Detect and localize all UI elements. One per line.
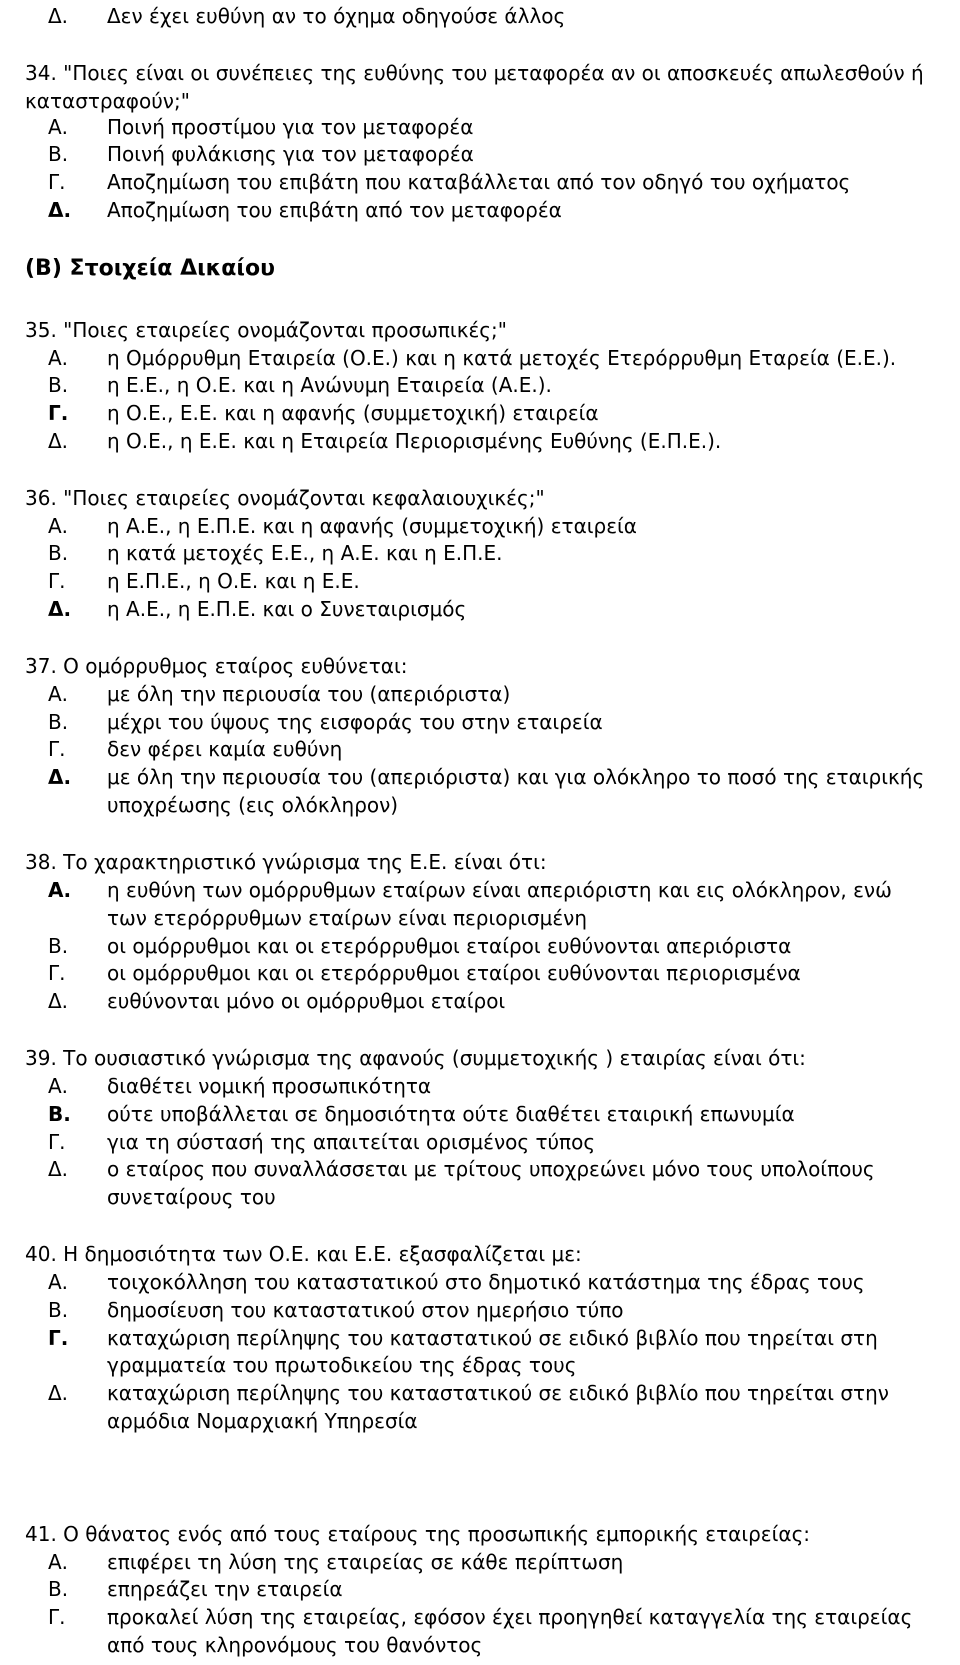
option-label: Γ.: [48, 1605, 66, 1629]
option-text: Ποινή φυλάκισης για τον μεταφορέα: [107, 142, 474, 166]
option-text-continued: αρμόδια Νομαρχιακή Υπηρεσία: [107, 1409, 418, 1433]
option-label: Α.: [48, 346, 69, 370]
question-text: 38. Το χαρακτηριστικό γνώρισμα της Ε.Ε. είναι ότι:: [25, 850, 547, 874]
option-label: Δ.: [48, 765, 72, 789]
option-label: Β.: [48, 142, 69, 166]
option-label: Β.: [48, 1298, 69, 1322]
option-label: Δ.: [48, 597, 72, 621]
option-text: ο εταίρος που συναλλάσσεται με τρίτους υποχρεώνει μόνο τους υπολοίπους: [107, 1157, 875, 1181]
option-text: η κατά μετοχές Ε.Ε., η Α.Ε. και η Ε.Π.Ε.: [107, 541, 503, 565]
option-text: οι ομόρρυθμοι και οι ετερόρρυθμοι εταίροι ευθύνονται περιορισμένα: [107, 961, 801, 985]
option-label: Γ.: [48, 1326, 69, 1350]
option-label: Β.: [48, 541, 69, 565]
option-text: με όλη την περιουσία του (απεριόριστα) και για ολόκληρο το ποσό της εταιρικής: [107, 765, 925, 789]
option-text: Αποζημίωση του επιβάτη που καταβάλλεται από τον οδηγό του οχήματος: [107, 170, 851, 194]
option-text: Ποινή προστίμου για τον μεταφορέα: [107, 115, 474, 139]
option-label: Α.: [48, 1074, 69, 1098]
option-label: Γ.: [48, 737, 66, 761]
option-label: Β.: [48, 373, 69, 397]
question-text-continued: καταστραφούν;": [25, 89, 190, 113]
option-text: για τη σύστασή της απαιτείται ορισμένος τύπος: [107, 1130, 596, 1154]
option-text: η Α.Ε., η Ε.Π.Ε. και η αφανής (συμμετοχική) εταιρεία: [107, 514, 637, 538]
option-label: Α.: [48, 514, 69, 538]
option-text: επιφέρει τη λύση της εταιρείας σε κάθε περίπτωση: [107, 1550, 624, 1574]
option-label: Α.: [48, 1270, 69, 1294]
question-text: 41. Ο θάνατος ενός από τους εταίρους της προσωπικής εμπορικής εταιρείας:: [25, 1522, 811, 1546]
option-label: Γ.: [48, 401, 69, 425]
option-label: Α.: [48, 878, 72, 902]
option-label: Γ.: [48, 569, 66, 593]
option-text: ούτε υποβάλλεται σε δημοσιότητα ούτε διαθέτει εταιρική επωνυμία: [107, 1102, 795, 1126]
option-text: δεν φέρει καμία ευθύνη: [107, 737, 343, 761]
option-text: η Ο.Ε., Ε.Ε. και η αφανής (συμμετοχική) εταιρεία: [107, 401, 599, 425]
option-label: Δ.: [48, 4, 69, 28]
option-label: Δ.: [48, 198, 72, 222]
option-text-continued: από τους κληρονόμους του θανόντος: [107, 1633, 483, 1657]
option-text: μέχρι του ύψους της εισφοράς του στην εταιρεία: [107, 710, 603, 734]
question-text: 36. "Ποιες εταιρείες ονομάζονται κεφαλαιουχικές;": [25, 486, 545, 510]
option-text: η ευθύνη των ομόρρυθμων εταίρων είναι απεριόριστη και εις ολόκληρον, ενώ: [107, 878, 892, 902]
option-text: η Ομόρρυθμη Εταιρεία (Ο.Ε.) και η κατά μετοχές Ετερόρρυθμη Εταρεία (Ε.Ε.).: [107, 346, 897, 370]
option-text-continued: των ετερόρρυθμων εταίρων είναι περιορισμένη: [107, 906, 588, 930]
section-heading: (Β) Στοιχεία Δικαίου: [25, 256, 275, 281]
option-label: Α.: [48, 1550, 69, 1574]
option-label: Β.: [48, 710, 69, 734]
option-text: Δεν έχει ευθύνη αν το όχημα οδηγούσε άλλος: [107, 4, 566, 28]
option-label: Δ.: [48, 989, 69, 1013]
option-text: Αποζημίωση του επιβάτη από τον μεταφορέα: [107, 198, 562, 222]
option-label: Γ.: [48, 170, 66, 194]
option-text: η Ε.Π.Ε., η Ο.Ε. και η Ε.Ε.: [107, 569, 360, 593]
option-label: Β.: [48, 1102, 71, 1126]
option-text: η Α.Ε., η Ε.Π.Ε. και ο Συνεταιρισμός: [107, 597, 467, 621]
option-text: καταχώριση περίληψης του καταστατικού σε ειδικό βιβλίο που τηρείται στην: [107, 1381, 889, 1405]
option-text-continued: γραμματεία του πρωτοδικείου της έδρας τους: [107, 1353, 577, 1377]
question-text: 35. "Ποιες εταιρείες ονομάζονται προσωπικές;": [25, 318, 507, 342]
option-text: διαθέτει νομική προσωπικότητα: [107, 1074, 432, 1098]
option-text: ευθύνονται μόνο οι ομόρρυθμοι εταίροι: [107, 989, 506, 1013]
option-text: τοιχοκόλληση του καταστατικού στο δημοτικό κατάστημα της έδρας τους: [107, 1270, 865, 1294]
option-label: Δ.: [48, 1157, 69, 1181]
question-text: 37. Ο ομόρρυθμος εταίρος ευθύνεται:: [25, 654, 408, 678]
option-label: Δ.: [48, 1381, 69, 1405]
option-label: Γ.: [48, 1130, 66, 1154]
option-text: η Ο.Ε., η Ε.Ε. και η Εταιρεία Περιορισμένης Ευθύνης (Ε.Π.Ε.).: [107, 429, 722, 453]
option-label: Β.: [48, 1577, 69, 1601]
option-text: οι ομόρρυθμοι και οι ετερόρρυθμοι εταίροι ευθύνονται απεριόριστα: [107, 934, 792, 958]
option-text: δημοσίευση του καταστατικού στον ημερήσιο τύπο: [107, 1298, 624, 1322]
option-text-continued: υποχρέωσης (εις ολόκληρον): [107, 793, 399, 817]
option-text: επηρεάζει την εταιρεία: [107, 1577, 343, 1601]
option-label: Α.: [48, 682, 69, 706]
option-label: Α.: [48, 115, 69, 139]
option-label: Γ.: [48, 961, 66, 985]
question-text: 34. "Ποιες είναι οι συνέπειες της ευθύνης του μεταφορέα αν οι αποσκευές απωλεσθούν ή: [25, 61, 924, 85]
option-text: η Ε.Ε., η Ο.Ε. και η Ανώνυμη Εταιρεία (Α.Ε.).: [107, 373, 552, 397]
option-label: Δ.: [48, 429, 69, 453]
option-text-continued: συνεταίρους του: [107, 1185, 276, 1209]
option-text: με όλη την περιουσία του (απεριόριστα): [107, 682, 511, 706]
question-text: 40. Η δημοσιότητα των Ο.Ε. και Ε.Ε. εξασφαλίζεται με:: [25, 1242, 582, 1266]
option-label: Β.: [48, 934, 69, 958]
question-text: 39. Το ουσιαστικό γνώρισμα της αφανούς (συμμετοχικής ) εταιρίας είναι ότι:: [25, 1046, 806, 1070]
option-text: καταχώριση περίληψης του καταστατικού σε ειδικό βιβλίο που τηρείται στη: [107, 1326, 878, 1350]
option-text: προκαλεί λύση της εταιρείας, εφόσον έχει προηγηθεί καταγγελία της εταιρείας: [107, 1605, 913, 1629]
